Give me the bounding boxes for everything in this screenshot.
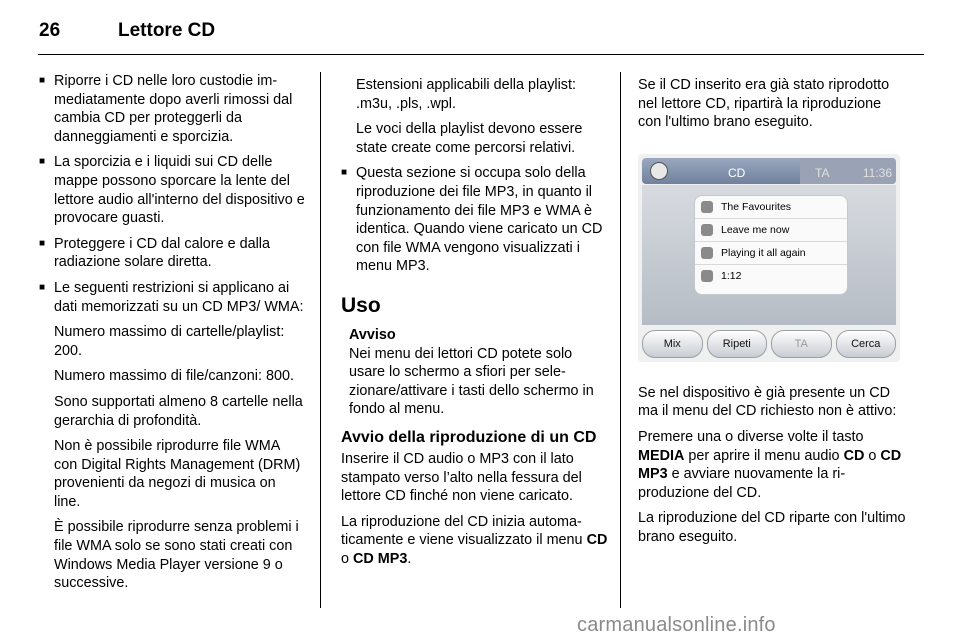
section-heading-uso: Uso	[341, 293, 381, 317]
paragraph: Non è possibile riprodurre file WMA con Digital Rights Management (DRM) provenienti da negozi di musica on line.	[54, 438, 301, 510]
notice-text: Nei menu dei lettori CD potete solo usare lo schermo a sfiori per selezionare/attivare i tasti dello schermo in fondo al menu.	[349, 345, 594, 418]
album-name: Leave me now	[721, 223, 790, 236]
paragraph: Inserire il CD audio o MP3 con il lato stampato verso l’alto nella fessura del lettore CD finché non viene caricato.	[341, 450, 582, 505]
paragraph: Le voci della playlist devono essere state create come percorsi relativi.	[356, 121, 583, 156]
paragraph: Se il CD inserito era già stato riprodotto nel lettore CD, ripartirà la riproduzione con l'ultimo brano eseguito.	[638, 77, 890, 131]
track-time: 1:12	[721, 269, 742, 282]
screen-button-bar	[642, 330, 896, 358]
list-item: ■ Proteggere i CD dal calore e dalla radiazione solare diretta.	[39, 235, 305, 272]
list-item: ■ Riporre i CD nelle loro custodie immediatamente dopo averli rimossi dal cambia CD per proteggerli da danneggiamenti e sporcizia.	[39, 72, 305, 146]
menu-name-cd: CD	[843, 447, 865, 464]
search-button[interactable]: Cerca	[836, 330, 897, 358]
screen-body	[642, 185, 896, 325]
menu-name-cd-mp3: CD MP3	[638, 447, 902, 483]
track-info-row	[695, 242, 847, 265]
paragraph	[638, 428, 906, 502]
screen-ta-label: TA	[815, 165, 830, 180]
artist-name: The Favourites	[721, 200, 792, 213]
screen-title: CD	[728, 165, 746, 180]
text: per aprire il menu audio	[684, 447, 844, 464]
column-1	[39, 72, 305, 600]
text: .	[407, 550, 412, 567]
paragraph: Sono supportati almeno 8 cartelle nella gerarchia di profondità.	[54, 393, 303, 429]
paragraph: La riproduzione del CD riparte con l'ultimo brano eseguito.	[638, 510, 906, 545]
paragraph: Numero massimo di cartelle/playlist: 200.	[54, 324, 285, 359]
paragraph: Numero massimo di file/canzoni: 800.	[54, 368, 294, 385]
paragraph: Se nel dispositivo è già presente un CD ma il menu del CD richiesto non è attivo:	[638, 384, 897, 420]
paragraph: Estensioni applicabili della playlist: .m3u, .pls, .wpl.	[356, 77, 576, 112]
column-divider	[620, 72, 621, 608]
page-number: 26	[39, 20, 61, 41]
paragraph: È possibile riprodurre senza problemi i file WMA solo se sono stati creati con Windows Media Player versione 9 o successive.	[54, 519, 299, 592]
notice-title: Avviso	[349, 326, 396, 343]
back-icon	[650, 162, 668, 180]
text: e avviare nuovamente la riproduzione del CD.	[638, 466, 846, 501]
track-name: Playing it all again	[721, 246, 806, 259]
track-info-row	[695, 265, 847, 287]
list-item: ■ Questa sezione si occupa solo della riproduzione dei file MP3, in quanto il funzionamento dei file MP3 e WMA è identica. Quando viene caricato un CD con file WMA vengono visualizzati i menu MP3.	[341, 164, 608, 276]
list-item: ■ Le seguenti restrizioni si applicano ai dati memorizzati su un CD MP3/ WMA:	[39, 279, 305, 316]
subsection-heading: Avvio della riproduzione di un CD	[341, 428, 597, 446]
menu-name-cd-mp3: CD MP3	[353, 550, 408, 567]
track-info-row	[695, 219, 847, 242]
cd-screen-illustration	[638, 154, 900, 362]
header-rule	[38, 54, 924, 55]
paragraph	[341, 513, 608, 569]
column-2	[341, 76, 608, 575]
page-title: Lettore CD	[118, 20, 216, 41]
album-icon	[701, 224, 713, 236]
list-item: ■ La sporcizia e i liquidi sui CD delle mappe possono sporcare la lente del lettore audio all'interno del dispositivo e provocare guasti.	[39, 153, 305, 227]
ta-button[interactable]: TA	[771, 330, 832, 358]
text: o	[341, 550, 354, 567]
track-info-panel	[694, 195, 848, 295]
screen-header	[642, 158, 896, 184]
mix-button[interactable]: Mix	[642, 330, 703, 358]
artist-icon	[701, 201, 713, 213]
text: o	[864, 447, 881, 464]
column-3	[638, 76, 906, 554]
watermark: carmanualsonline.info	[577, 614, 776, 636]
repeat-button[interactable]: Ripeti	[707, 330, 768, 358]
text: Premere una o diverse volte il tasto	[638, 428, 864, 445]
text: La riproduzione del CD inizia automaticamente e viene visualizzato il menu	[341, 513, 587, 549]
screen-clock: 11:36	[862, 165, 892, 180]
clock-icon	[701, 270, 713, 282]
music-note-icon	[701, 247, 713, 259]
menu-name-cd: CD	[586, 532, 608, 549]
track-info-row	[695, 196, 847, 219]
key-name-media: MEDIA	[638, 447, 685, 464]
column-divider	[320, 72, 321, 608]
